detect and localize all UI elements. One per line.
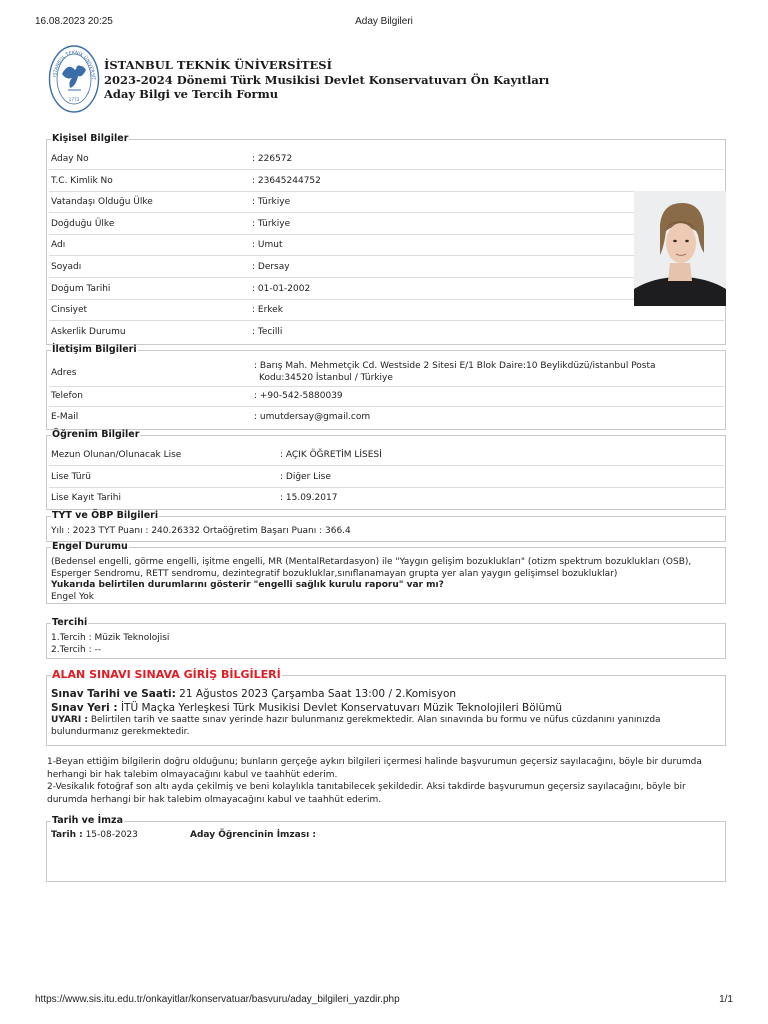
personal-field-label: Aday No [51, 154, 89, 164]
print-page-number: 1/1 [719, 994, 733, 1005]
declaration-line4: durumda herhangi bir hak talebim olmayacağını kabul ve taahhüt ederim. [47, 794, 382, 805]
personal-info-legend: Kişisel Bilgiler [52, 133, 129, 144]
email-label: E-Mail [51, 412, 79, 422]
personal-field-label: Vatandaşı Olduğu Ülke [51, 197, 153, 208]
divider [49, 277, 724, 278]
personal-field-value: : Umut [252, 240, 283, 251]
disability-answer: Engel Yok [51, 591, 95, 602]
signature-legend: Tarih ve İmza [52, 815, 123, 826]
divider [49, 169, 724, 170]
print-url: https://www.sis.itu.edu.tr/onkayitlar/konservatuar/basvuru/aday_bilgileri_yazdir.php [35, 994, 400, 1005]
exam-date-row [51, 688, 723, 702]
phone-label: Telefon [51, 391, 83, 401]
exam-place-label: Sınav Yeri : [51, 701, 118, 714]
divider [49, 234, 724, 235]
university-name: İSTANBUL TEKNİK ÜNİVERSİTESİ [104, 58, 332, 72]
exam-warning-line2: bulundurmanız gerekmektedir. [51, 726, 190, 737]
divider [49, 255, 724, 256]
education-field-value: : Diğer Lise [280, 471, 331, 482]
education-field-label: Mezun Olunan/Olunacak Lise [51, 450, 182, 460]
declaration-line1: 1-Beyan ettiğim bilgilerin doğru olduğunu; bunların gerçeğe aykırı bilgileri içermesi halinde başvurumun geçersiz sayılacağını, böyle bir durumda [47, 757, 702, 767]
preference-item-2: 2.Tercih : -- [51, 644, 101, 655]
address-value-line1: : Barış Mah. Mehmetçik Cd. Westside 2 Sitesi E/1 Blok Daire:10 Beylikdüzü/istanbul Posta [254, 361, 656, 371]
email-value: : umutdersay@gmail.com [254, 412, 371, 422]
divider [49, 320, 724, 321]
exam-place-value: İTÜ Maçka Yerleşkesi Türk Musikisi Devlet Konservatuvarı Müzik Teknolojileri Bölümü [117, 701, 563, 714]
signature-date-label: Tarih : [51, 830, 83, 840]
disability-desc-line1: (Bedensel engelli, görme engelli, işitme engelli, MR (MentalRetardasyon) ile "Yaygın gelişim bozuklukları" (otizm spektrum bozuklukları (OSB), [51, 557, 692, 567]
personal-field-label: Doğum Tarihi [51, 283, 111, 294]
logo-text: İSTANBUL TEKNİK ÜNİVERSİT [53, 50, 96, 81]
preference-legend: Tercihi [52, 617, 88, 628]
university-header [104, 58, 549, 102]
address-label: Adres [51, 368, 77, 378]
exam-warning-label: UYARI : [51, 715, 88, 725]
tyt-legend: TYT ve ÖBP Bilgileri [52, 510, 159, 521]
divider [49, 487, 724, 488]
conservatory-subtitle: 2023-2024 Dönemi Türk Musikisi Devlet Konservatuvarı Ön Kayıtları [104, 72, 550, 87]
disability-legend: Engel Durumu [52, 541, 128, 552]
personal-field-label: T.C. Kimlik No [51, 175, 113, 186]
personal-field-label: Cinsiyet [51, 305, 88, 316]
personal-field-value: : Dersay [252, 262, 290, 272]
disability-question: Yukarıda belirtilen durumlarını gösterir "engelli sağlık kurulu raporu" var mı? [51, 580, 444, 590]
personal-field-value: : 23645244752 [252, 175, 321, 186]
university-logo [48, 44, 100, 114]
signature-label: Aday Öğrencinin İmzası : [190, 830, 316, 840]
divider [49, 406, 724, 407]
declaration-text [47, 756, 727, 806]
divider [49, 465, 724, 466]
personal-field-label: Doğduğu Ülke [51, 218, 115, 229]
education-field-label: Lise Türü [51, 471, 91, 482]
preference-list [51, 633, 169, 656]
exam-warning-line1: Belirtilen tarih ve saatte sınav yerinde hazır bulunmanız gerekmektedir. Alan sınavında bu formu ve nüfus cüzdanını yanınızda [87, 715, 661, 725]
disability-desc-line2: Esperger Sendromu, RETT sendromu, dezintegratif bozukluklar,sınıflanamayan grupta yer alan yaygın gelişimsel bozukluklar) [51, 568, 618, 579]
candidate-photo [634, 191, 726, 306]
divider [49, 386, 724, 387]
divider [49, 299, 724, 300]
exam-warning [51, 715, 723, 727]
education-legend: Öğrenim Bilgiler [52, 429, 140, 440]
personal-field-value: : Tecilli [252, 326, 283, 337]
logo-year: 1773 [68, 97, 80, 102]
signature-date-value: 15-08-2023 [82, 830, 138, 840]
personal-field-value: : 226572 [252, 154, 293, 164]
tyt-scores: Yılı : 2023 TYT Puanı : 240.26332 Ortaöğretim Başarı Puanı : 366.4 [51, 526, 351, 536]
phone-value: : +90-542-5880039 [254, 391, 343, 401]
declaration-line2: herhangi bir hak talebim olmayacağını kabul ve taahhüt ederim. [47, 769, 338, 780]
personal-field-value: : 01-01-2002 [252, 283, 311, 294]
personal-field-value: : Türkiye [252, 218, 291, 229]
divider [49, 191, 724, 192]
contact-info-legend: İletişim Bilgileri [52, 344, 137, 355]
education-section [46, 430, 726, 510]
form-title: Aday Bilgi ve Tercih Formu [104, 87, 279, 101]
personal-field-label: Adı [51, 240, 66, 251]
exam-date-value: 21 Ağustos 2023 Çarşamba Saat 13:00 / 2.Komisyon [175, 688, 457, 700]
exam-info [51, 688, 723, 738]
address-value-line2: Kodu:34520 İstanbul / Türkiye [259, 373, 393, 383]
print-date: 16.08.2023 20:25 [35, 16, 113, 27]
exam-date-label: Sınav Tarihi ve Saati: [51, 688, 176, 700]
print-title: Aday Bilgileri [355, 16, 413, 27]
declaration-line3: 2-Vesikalık fotoğraf son altı ayda çekilmiş ve beni kolaylıkla tanıtabilecek şekildedir. Aksi takdirde başvurumun geçersiz sayılacağını, böyle bir [47, 782, 686, 792]
disability-text [51, 557, 723, 603]
personal-field-label: Soyadı [51, 262, 82, 272]
exam-place-row [51, 702, 723, 716]
signature-date [51, 830, 138, 840]
personal-info-section [46, 134, 726, 345]
exam-legend: ALAN SINAVI SINAVA GİRİŞ BİLGİLERİ [52, 668, 281, 681]
personal-field-value: : Erkek [252, 305, 283, 316]
divider [49, 212, 724, 213]
signature-section [46, 816, 726, 882]
education-field-label: Lise Kayıt Tarihi [51, 493, 122, 503]
education-field-value: : 15.09.2017 [280, 493, 338, 503]
personal-field-label: Askerlik Durumu [51, 326, 126, 337]
personal-field-value: : Türkiye [252, 197, 291, 208]
education-field-value: : AÇIK ÖĞRETİM LİSESİ [280, 450, 382, 460]
preference-item-1: 1.Tercih : Müzik Teknolojisi [51, 633, 170, 643]
contact-info-section [46, 345, 726, 430]
